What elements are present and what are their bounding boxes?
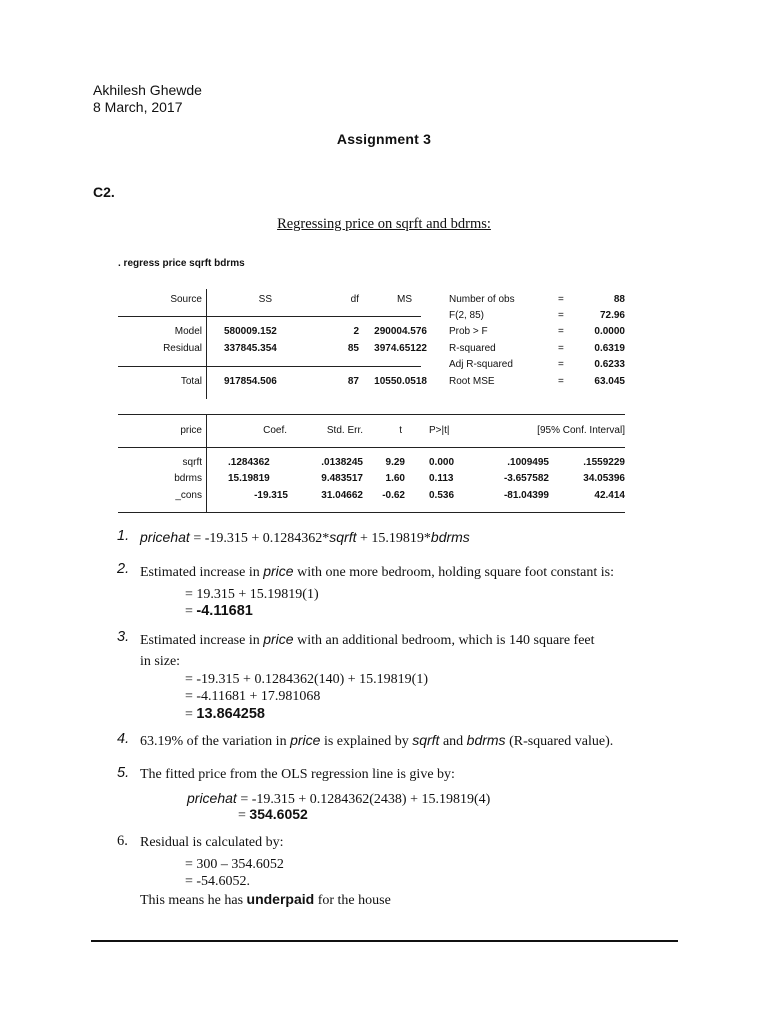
stat-label: Adj R-squared xyxy=(449,359,513,370)
answer-number: 6. xyxy=(117,833,128,849)
calc-line xyxy=(187,790,490,808)
anova-ms: 3974.65122 xyxy=(374,343,427,354)
anova-ss: 580009.152 xyxy=(224,326,277,337)
coef-p: 0.000 xyxy=(429,457,455,468)
coef-divider xyxy=(206,414,207,512)
emphasis-word: underpaid xyxy=(246,891,315,907)
document-title: Assignment 3 xyxy=(336,131,432,147)
var-pricehat: pricehat xyxy=(187,790,237,806)
stat-equals: = xyxy=(558,294,564,305)
var-pricehat: pricehat xyxy=(140,529,190,545)
text-part: and xyxy=(439,734,467,749)
calc-line: = -54.6052. xyxy=(185,874,251,889)
stat-label: R-squared xyxy=(449,343,496,354)
coef-t: 1.60 xyxy=(385,473,405,484)
text-part: This means he has xyxy=(140,893,247,908)
stat-value: 0.6233 xyxy=(594,359,625,370)
coef-ci-low: -81.04399 xyxy=(503,490,549,501)
coef-header: Coef. xyxy=(263,425,287,436)
coef-header: [95% Conf. Interval] xyxy=(537,425,625,436)
result-value: 13.864258 xyxy=(196,706,265,722)
var-bdrms: bdrms xyxy=(466,732,506,748)
coef-top-rule xyxy=(118,414,625,415)
stat-equals: = xyxy=(558,359,564,370)
calc-line: = 19.315 + 15.19819(1) xyxy=(185,587,319,602)
stat-value: 0.0000 xyxy=(594,326,625,337)
coef-p: 0.536 xyxy=(429,490,455,501)
anova-df: 87 xyxy=(347,376,359,387)
answer-number: 2. xyxy=(117,561,130,577)
author-block xyxy=(93,82,202,116)
text-part: Estimated increase in xyxy=(140,565,264,580)
calc-result xyxy=(238,806,308,824)
anova-rule xyxy=(118,366,421,367)
answer-3-continuation: in size: xyxy=(140,654,181,669)
coef-p: 0.113 xyxy=(429,473,454,484)
stat-label: Prob > F xyxy=(449,326,488,337)
text-part: (R-squared value). xyxy=(505,734,614,749)
answer-number: 5. xyxy=(117,765,130,781)
stat-label: Root MSE xyxy=(449,376,495,387)
stat-label: F(2, 85) xyxy=(449,310,485,321)
answer-number: 3. xyxy=(117,629,130,645)
coef-header: price xyxy=(180,425,202,436)
result-value: 354.6052 xyxy=(249,806,308,822)
anova-header: Source xyxy=(170,294,202,305)
var-price: price xyxy=(290,732,321,748)
anova-source: Model xyxy=(174,326,202,337)
anova-ss: 337845.354 xyxy=(224,343,277,354)
anova-source: Total xyxy=(180,376,202,387)
stat-value: 88 xyxy=(613,294,625,305)
var-price: price xyxy=(263,563,294,579)
equation-part: = -19.315 + 0.1284362(2438) + 15.19819(4) xyxy=(236,792,491,807)
section-subheading: Regressing price on sqrft and bdrms: xyxy=(277,216,491,232)
coef-se: .0138245 xyxy=(321,457,363,468)
anova-rule xyxy=(118,316,421,317)
var-bdrms: bdrms xyxy=(430,529,470,545)
coef-bottom-rule xyxy=(118,512,625,513)
stat-value: 72.96 xyxy=(599,310,625,321)
author-name: Akhilesh Ghewde xyxy=(93,82,202,98)
coef-header: P>|t| xyxy=(429,425,450,436)
coef-var: sqrft xyxy=(182,457,202,468)
calc-result xyxy=(185,603,253,620)
answer-3-text xyxy=(140,631,595,649)
coef-ci-high: 34.05396 xyxy=(583,473,625,484)
anova-ms: 10550.0518 xyxy=(374,376,427,387)
var-sqrft: sqrft xyxy=(412,732,440,748)
coef-header: Std. Err. xyxy=(326,425,363,436)
anova-df: 2 xyxy=(353,326,359,337)
anova-source: Residual xyxy=(163,343,202,354)
calc-result xyxy=(185,706,265,723)
anova-header: SS xyxy=(258,294,272,305)
text-part: is explained by xyxy=(320,734,413,749)
text-part: Estimated increase in xyxy=(140,633,264,648)
coef-header-rule xyxy=(118,447,625,448)
stat-value: 63.045 xyxy=(594,376,625,387)
equation-part: + 15.19819* xyxy=(356,531,431,546)
stat-equals: = xyxy=(558,343,564,354)
text-part: = xyxy=(185,604,197,619)
calc-line: = -4.11681 + 17.981068 xyxy=(185,689,321,704)
var-price: price xyxy=(263,631,294,647)
text-part: = xyxy=(238,808,250,823)
coef-ci-low: -3.657582 xyxy=(503,473,549,484)
text-part: with an additional bedroom, which is 140 square feet xyxy=(293,633,595,648)
text-part: with one more bedroom, holding square foot constant is: xyxy=(293,565,614,580)
coef-se: 9.483517 xyxy=(321,473,363,484)
calc-line: = -19.315 + 0.1284362(140) + 15.19819(1) xyxy=(185,672,428,687)
answer-6-conclusion xyxy=(140,891,391,909)
document-date: 8 March, 2017 xyxy=(93,99,183,115)
footer-rule xyxy=(91,940,678,942)
text-part: 63.19% of the variation in xyxy=(140,734,291,749)
text-part: = xyxy=(185,707,197,722)
stat-equals: = xyxy=(558,326,564,337)
coef-var: bdrms xyxy=(174,473,202,484)
answer-1-equation xyxy=(140,529,470,547)
coef-se: 31.04662 xyxy=(321,490,363,501)
stat-equals: = xyxy=(558,376,564,387)
result-value: -4.11681 xyxy=(196,603,253,619)
answer-5-text: The fitted price from the OLS regression line is give by: xyxy=(140,767,455,782)
stat-equals: = xyxy=(558,310,564,321)
coef-ci-low: .1009495 xyxy=(507,457,549,468)
answer-4-text xyxy=(140,732,613,750)
var-sqrft: sqrft xyxy=(329,529,357,545)
answer-6-text: Residual is calculated by: xyxy=(140,835,284,850)
section-label: C2. xyxy=(93,184,115,200)
anova-df: 85 xyxy=(347,343,359,354)
answer-2-text xyxy=(140,563,614,581)
coef-ci-high: 42.414 xyxy=(594,490,625,501)
stat-value: 0.6319 xyxy=(594,343,625,354)
coef-value: .1284362 xyxy=(228,457,270,468)
coef-value: 15.19819 xyxy=(228,473,270,484)
coef-var: _cons xyxy=(175,490,202,501)
coef-ci-high: .1559229 xyxy=(583,457,625,468)
answer-number: 4. xyxy=(117,731,130,747)
text-part: for the house xyxy=(314,893,391,908)
coef-t: -0.62 xyxy=(382,490,405,501)
calc-line: = 300 – 354.6052 xyxy=(185,857,284,872)
coef-header: t xyxy=(399,425,402,436)
coef-t: 9.29 xyxy=(385,457,405,468)
anova-header: df xyxy=(350,294,359,305)
stat-label: Number of obs xyxy=(449,294,515,305)
anova-ms: 290004.576 xyxy=(374,326,427,337)
anova-divider xyxy=(206,289,207,399)
coef-value: -19.315 xyxy=(254,490,288,501)
equation-part: = -19.315 + 0.1284362* xyxy=(189,531,330,546)
answer-number: 1. xyxy=(117,528,130,544)
anova-ss: 917854.506 xyxy=(224,376,277,387)
stata-command: . regress price sqrft bdrms xyxy=(118,258,245,269)
anova-header: MS xyxy=(397,294,412,305)
